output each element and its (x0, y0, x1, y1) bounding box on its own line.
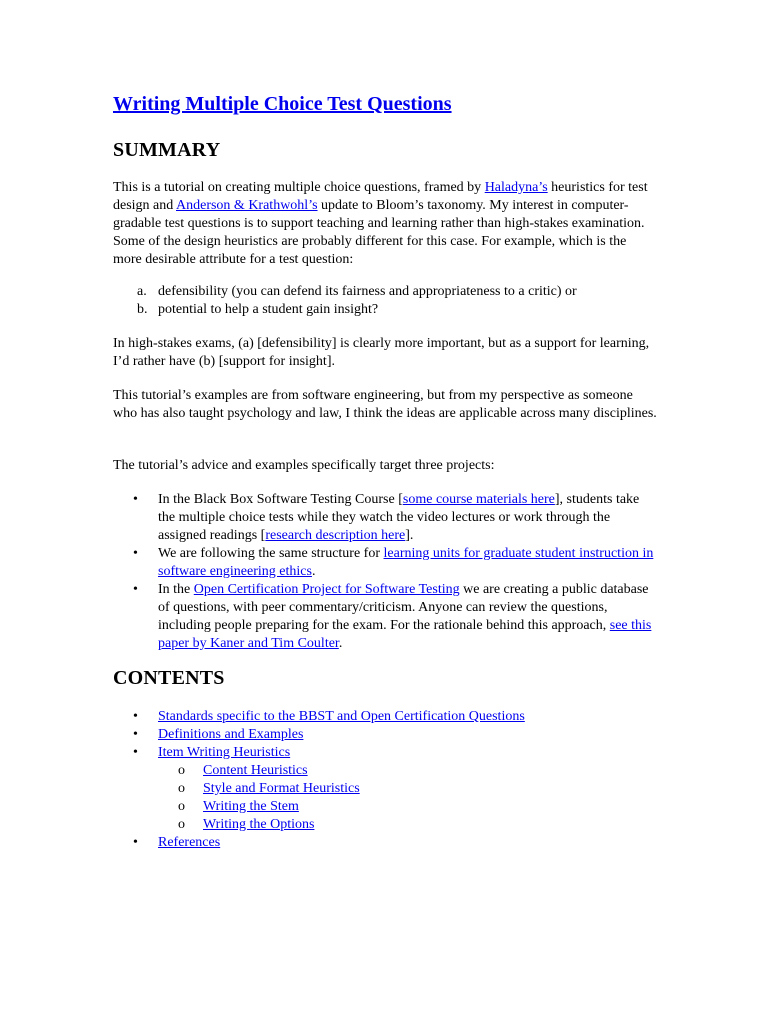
bullet-icon: • (133, 546, 138, 561)
attribute-options-list (113, 283, 658, 319)
text-span: ]. (405, 528, 414, 543)
haladyna-link[interactable]: Haladyna’s (484, 180, 548, 195)
list-item-text: potential to help a student gain insight? (158, 302, 379, 317)
bullet-icon: • (133, 492, 138, 507)
text-span: update to Bloom’s taxonomy. My interest in computer-gradable test questions is to support teaching and learning rather than high-stakes examination. Some of the design heuristics are probably different for this case. For example, which is the more desirable attribute for a test question: (113, 198, 645, 267)
text-span: In the (158, 582, 194, 597)
toc-item (113, 726, 658, 744)
title-link[interactable]: Writing Multiple Choice Test Questions (113, 93, 452, 115)
text-span: This is a tutorial on creating multiple choice questions, framed by (113, 180, 485, 195)
toc-link-references[interactable]: References (158, 835, 221, 850)
toc-subitem (158, 816, 658, 834)
list-item (113, 545, 658, 581)
toc-item (113, 744, 658, 834)
list-item-text: defensibility (you can defend its fairness and appropriateness to a critic) or (158, 284, 577, 299)
summary-paragraph-4: The tutorial’s advice and examples specifically target three projects: (113, 458, 495, 473)
circle-bullet-icon: o (178, 781, 185, 796)
list-item (113, 581, 658, 653)
contents-list (113, 708, 658, 852)
toc-subitem (158, 762, 658, 780)
circle-bullet-icon: o (178, 817, 185, 832)
list-item (113, 301, 658, 319)
text-span: heuristics for test design and (113, 180, 648, 213)
list-marker: b. (137, 302, 148, 317)
bullet-icon: • (133, 745, 138, 760)
list-item (113, 283, 658, 301)
summary-paragraph-3: This tutorial’s examples are from software engineering, but from my perspective as someone who has also taught psychology and law, I think the ideas are applicable across many disciplines. (113, 388, 657, 421)
summary-heading: SUMMARY (113, 139, 221, 161)
toc-subitem (158, 780, 658, 798)
toc-link-content-heuristics[interactable]: Content Heuristics (203, 763, 308, 778)
open-certification-link[interactable]: Open Certification Project for Software Testing (193, 582, 460, 597)
research-description-link[interactable]: research description here (265, 528, 406, 543)
projects-list (113, 491, 658, 653)
toc-link-standards[interactable]: Standards specific to the BBST and Open Certification Questions (158, 709, 525, 724)
course-materials-link[interactable]: some course materials here (402, 492, 555, 507)
bullet-icon: • (133, 835, 138, 850)
contents-sublist (158, 762, 658, 834)
page-title[interactable] (113, 92, 452, 116)
text-span: we are creating a public database of questions, with peer commentary/criticism. Anyone can review the questions, including people preparing for the exam. For the rationale behind this approach, (158, 582, 649, 633)
text-span: We are following the same structure for (158, 546, 384, 561)
text-span: . (311, 564, 316, 579)
toc-item (113, 708, 658, 726)
bullet-icon: • (133, 582, 138, 597)
toc-subitem (158, 798, 658, 816)
circle-bullet-icon: o (178, 799, 185, 814)
circle-bullet-icon: o (178, 763, 185, 778)
ethics-units-link[interactable]: learning units for graduate student instruction in software engineering ethics (158, 546, 654, 579)
bullet-icon: • (133, 727, 138, 742)
summary-paragraph-2: In high-stakes exams, (a) [defensibility] is clearly more important, but as a support for learning, I’d rather have (b) [support for insight]. (113, 336, 650, 369)
kaner-coulter-paper-link[interactable]: see this paper by Kaner and Tim Coulter (158, 618, 652, 651)
toc-link-writing-options[interactable]: Writing the Options (203, 817, 315, 832)
text-span: ], students take the multiple choice tests while they watch the video lectures or work through the assigned readings [ (158, 492, 640, 543)
toc-item (113, 834, 658, 852)
toc-link-item-writing-heuristics[interactable]: Item Writing Heuristics (158, 745, 291, 760)
summary-paragraph-1 (113, 179, 658, 269)
toc-link-definitions[interactable]: Definitions and Examples (158, 727, 304, 742)
text-span: . (338, 636, 343, 651)
toc-link-style-format[interactable]: Style and Format Heuristics (203, 781, 360, 796)
toc-link-writing-stem[interactable]: Writing the Stem (203, 799, 299, 814)
list-item (113, 491, 658, 545)
bullet-icon: • (133, 709, 138, 724)
list-marker: a. (137, 284, 147, 299)
contents-heading: CONTENTS (113, 667, 225, 689)
anderson-krathwohl-link[interactable]: Anderson & Krathwohl’s (176, 198, 318, 213)
text-span: In the Black Box Software Testing Course [ (158, 492, 403, 507)
